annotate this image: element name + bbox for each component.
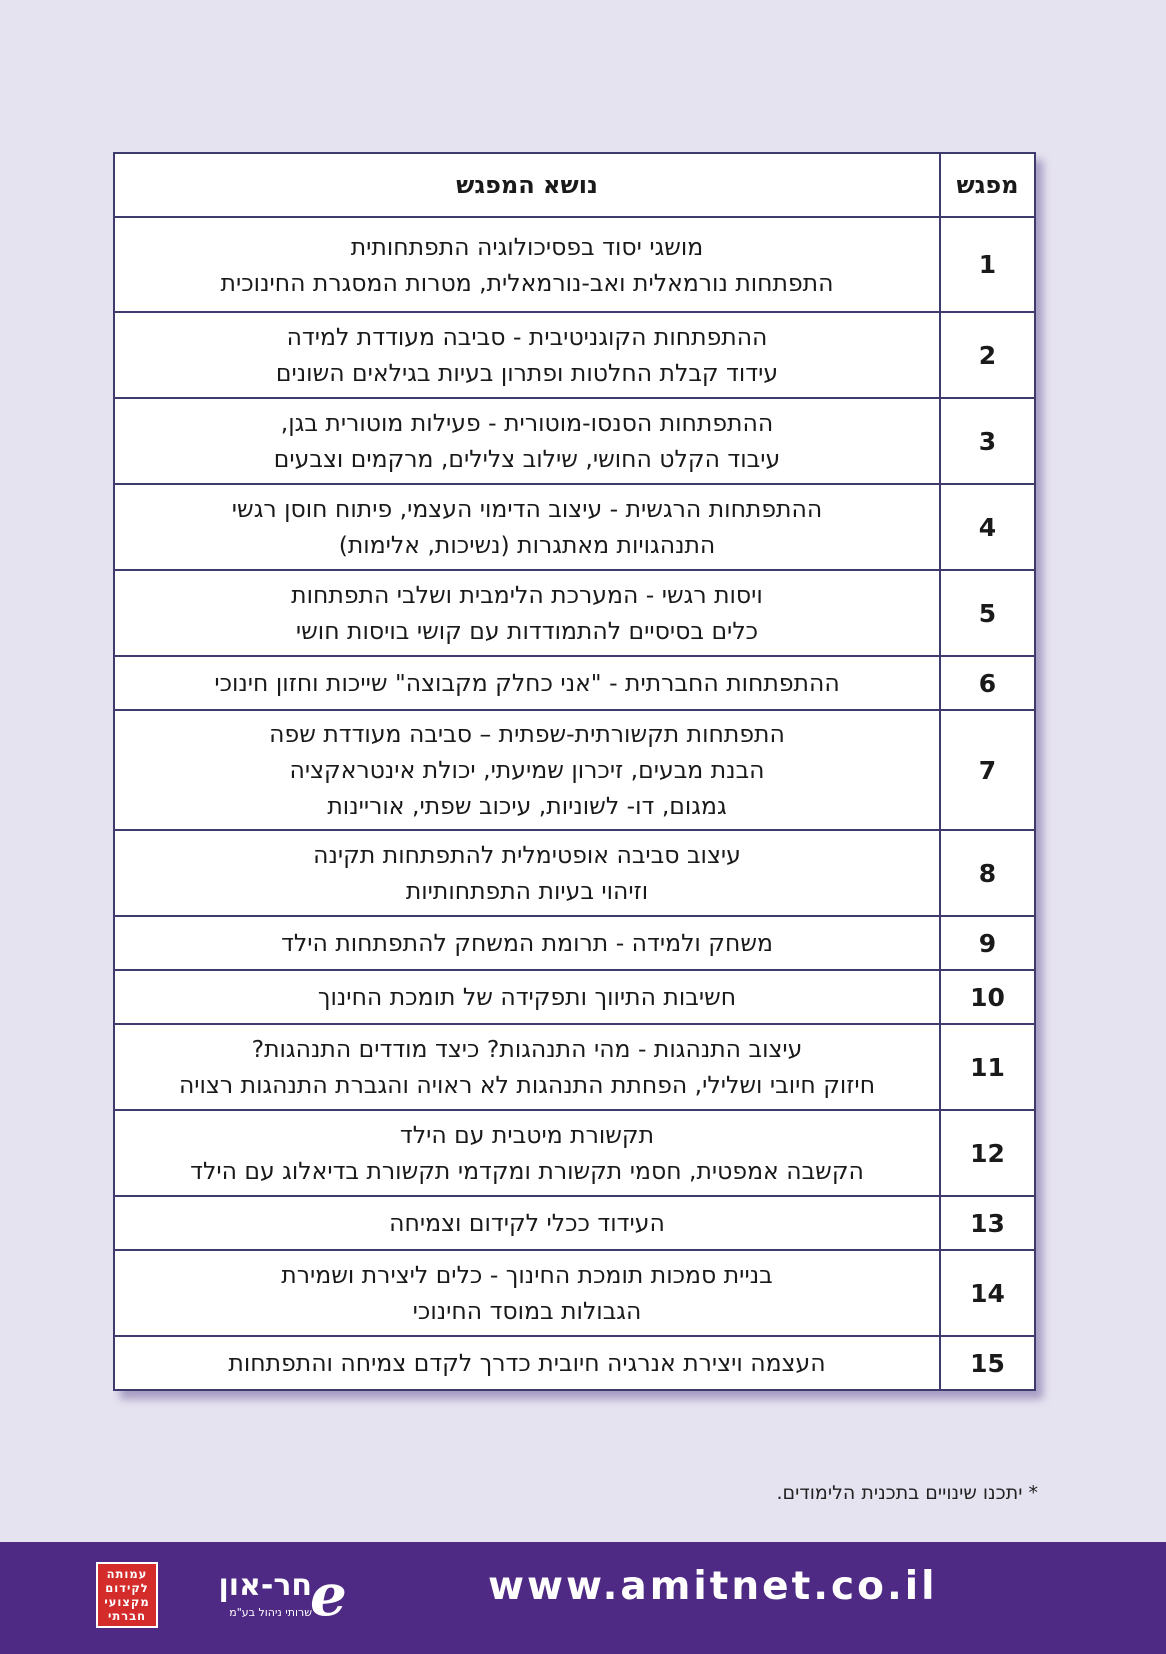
topic-line: וזיהוי בעיות התפתחותיות (405, 877, 649, 905)
table-row (114, 1024, 1035, 1110)
topic-line: ההתפתחות הסנסו-מוטורית - פעילות מוטורית בגן, (280, 409, 774, 437)
meeting-topic (114, 1110, 940, 1196)
table-row (114, 1336, 1035, 1390)
meeting-number: 14 (940, 1250, 1035, 1336)
meeting-topic (114, 312, 940, 398)
topic-line: ההתפתחות הרגשית - עיצוב הדימוי העצמי, פיתוח חוסן רגשי (231, 495, 823, 523)
meeting-number: 9 (940, 916, 1035, 970)
table-row (114, 1250, 1035, 1336)
topic-line: עיצוב התנהגות - מהי התנהגות? כיצד מודדים התנהגות? (251, 1035, 803, 1063)
logo-subtitle: שרותי ניהול בע"מ (229, 1606, 312, 1619)
topic-line: ההתפתחות החברתית - "אני כחלק מקבוצה" שייכות וחזון חינוכי (214, 669, 840, 697)
meeting-topic (114, 970, 940, 1024)
meeting-number: 7 (940, 710, 1035, 830)
meeting-number: 1 (940, 217, 1035, 312)
badge-line: מקצועי (104, 1595, 150, 1609)
topic-line: חיזוק חיובי ושלילי, הפחתת התנהגות לא ראויה והגברת התנהגות רצויה (178, 1071, 876, 1099)
topic-line: עידוד קבלת החלטות ופתרון בעיות בגילאים השונים (275, 359, 779, 387)
topic-line: כלים בסיסיים להתמודדות עם קושי בויסות חושי (295, 617, 759, 645)
topic-line: הבנת מבעים, זיכרון שמיעתי, יכולת אינטראקציה (289, 756, 765, 784)
table-row (114, 570, 1035, 656)
topic-line: בניית סמכות תומכת החינוך - כלים ליצירת ושמירת (281, 1261, 773, 1289)
badge-line: עמותה (106, 1567, 148, 1581)
meeting-number: 4 (940, 484, 1035, 570)
topic-line: העידוד ככלי לקידום וצמיחה (389, 1209, 665, 1237)
topic-line: תקשורת מיטבית עם הילד (399, 1121, 655, 1149)
topic-line: חשיבות התיווך ותפקידה של תומכת החינוך (317, 983, 737, 1011)
table-header-row (114, 153, 1035, 217)
meeting-topic (114, 398, 940, 484)
meeting-topic (114, 484, 940, 570)
topic-line: הקשבה אמפטית, חסמי תקשורת ומקדמי תקשורת בדיאלוג עם הילד (190, 1157, 864, 1185)
meeting-topic (114, 710, 940, 830)
table-row (114, 484, 1035, 570)
meeting-number: 3 (940, 398, 1035, 484)
table-row (114, 710, 1035, 830)
meeting-topic (114, 1250, 940, 1336)
topic-line: מושגי יסוד בפסיכולוגיה התפתחותית (350, 232, 704, 261)
meeting-number: 2 (940, 312, 1035, 398)
website-link[interactable]: www.amitnet.co.il (488, 1564, 938, 1609)
meeting-number: 11 (940, 1024, 1035, 1110)
table-row (114, 1196, 1035, 1250)
table-row (114, 217, 1035, 312)
curriculum-change-note: * יתכנו שינויים בתכנית הלימודים. (776, 1482, 1038, 1504)
logo-name: חר-און (218, 1568, 312, 1603)
topic-line: עיבוד הקלט החושי, שילוב צלילים, מרקמים וצבעים (273, 445, 781, 473)
association-badge-logo (96, 1562, 158, 1628)
meeting-topic (114, 830, 940, 916)
meeting-number: 6 (940, 656, 1035, 710)
topic-line: התנהגויות מאתגרות (נשיכות, אלימות) (338, 531, 716, 559)
topic-line: התפתחות תקשורתית-שפתית – סביבה מעודדת שפה (269, 720, 785, 748)
topic-line: עיצוב סביבה אופטימלית להתפתחות תקינה (313, 841, 741, 869)
table-row (114, 1110, 1035, 1196)
logo-script-mark: e (310, 1561, 347, 1629)
har-on-logo (214, 1561, 354, 1634)
meeting-number: 12 (940, 1110, 1035, 1196)
meeting-number: 10 (940, 970, 1035, 1024)
meeting-topic (114, 570, 940, 656)
curriculum-table (113, 152, 1036, 1391)
curriculum-table-container (113, 152, 1036, 1391)
meeting-number: 8 (940, 830, 1035, 916)
meeting-number: 5 (940, 570, 1035, 656)
topic-line: ויסות רגשי - המערכת הלימבית ושלבי התפתחות (291, 581, 763, 609)
meeting-topic (114, 1196, 940, 1250)
footer-bar (0, 1542, 1166, 1654)
table-body (114, 217, 1035, 1390)
table-row (114, 830, 1035, 916)
topic-line: גמגום, דו- לשוניות, עיכוב שפתי, אוריינות (327, 792, 727, 820)
table-row (114, 398, 1035, 484)
meeting-topic (114, 1024, 940, 1110)
meeting-number: 15 (940, 1336, 1035, 1390)
badge-line: חברתי (107, 1609, 147, 1623)
badge-line: לקידום (105, 1581, 149, 1595)
header-topic: נושא המפגש (114, 153, 940, 217)
topic-line: התפתחות נורמאלית ואב-נורמאלית, מטרות המסגרת החינוכית (220, 268, 834, 297)
table-row (114, 656, 1035, 710)
topic-line: העצמה ויצירת אנרגיה חיובית כדרך לקדם צמיחה והתפתחות (228, 1349, 826, 1377)
meeting-topic (114, 1336, 940, 1390)
topic-line: הגבולות במוסד החינוכי (412, 1297, 642, 1325)
table-row (114, 970, 1035, 1024)
header-meeting: מפגש (940, 153, 1035, 217)
table-row (114, 312, 1035, 398)
meeting-topic (114, 916, 940, 970)
table-row (114, 916, 1035, 970)
meeting-topic (114, 656, 940, 710)
topic-line: משחק ולמידה - תרומת המשחק להתפתחות הילד (281, 929, 773, 957)
meeting-topic (114, 217, 940, 312)
topic-line: ההתפתחות הקוגניטיבית - סביבה מעודדת למידה (286, 323, 768, 351)
meeting-number: 13 (940, 1196, 1035, 1250)
